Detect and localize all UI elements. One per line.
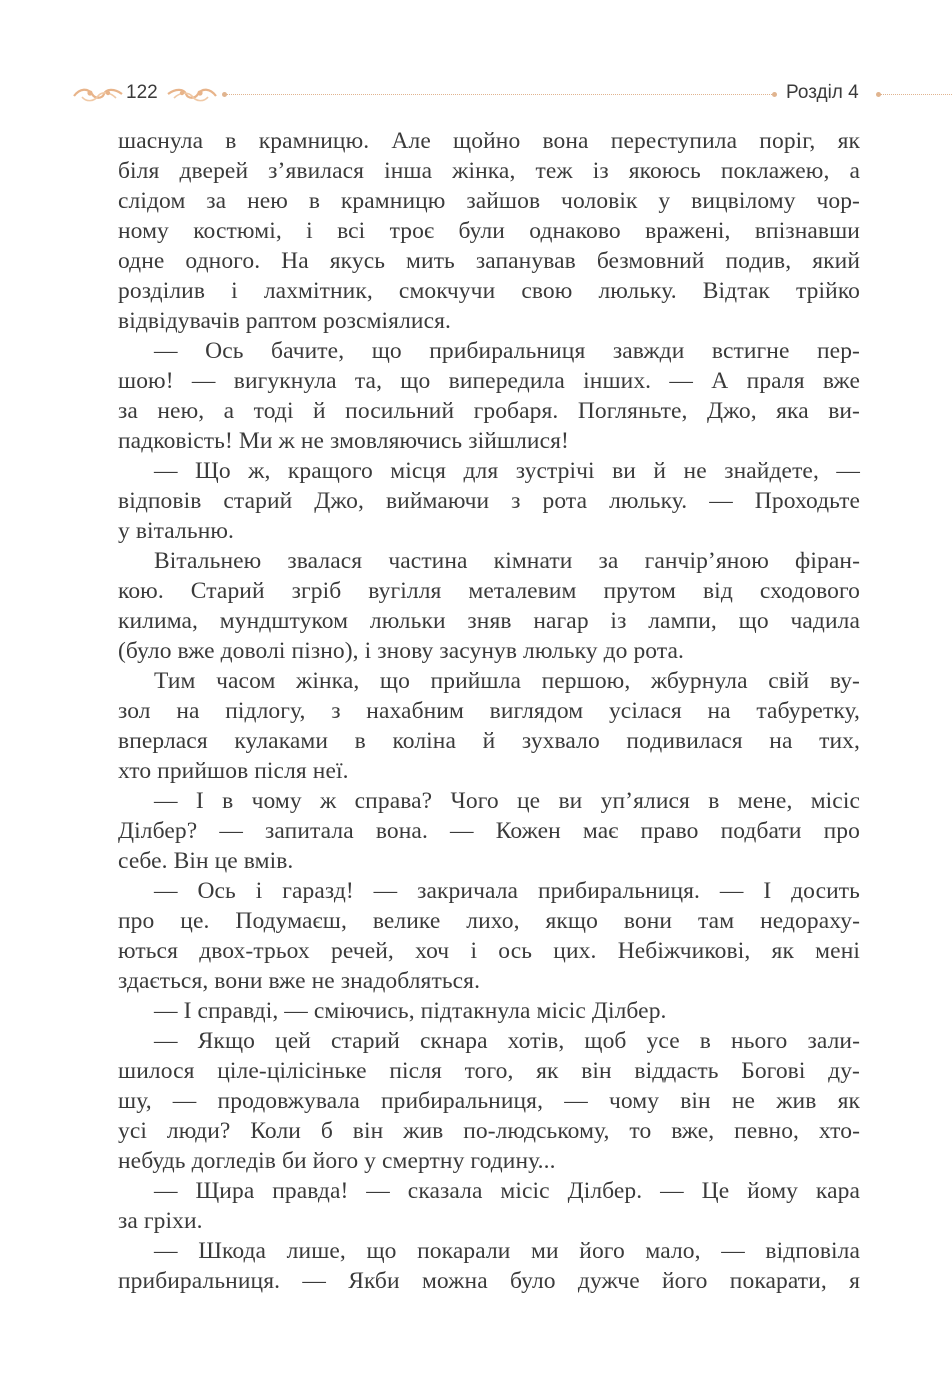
text-line: усі люди? Коли б він жив по-людському, то вже, певно, хто-	[118, 1118, 860, 1144]
text-line: Тим часом жінка, що прийшла першою, жбурнула свій ву-	[154, 668, 860, 694]
text-line: здається, вони вже не знадобляться.	[118, 968, 481, 994]
text-line: шаснула в крамницю. Але щойно вона переступила поріг, як	[118, 128, 860, 154]
text-line: — Ось бачите, що прибиральниця завжди встигне пер-	[154, 338, 860, 364]
text-line: — Ось і гаразд! — закричала прибиральниця. — І досить	[154, 878, 860, 904]
header-rule	[880, 94, 952, 95]
text-line: за гріхи.	[118, 1208, 203, 1234]
text-line: у вітальню.	[118, 518, 234, 544]
text-line: — І в чому ж справа? Чого це ви уп’ялися в мене, місіс	[154, 788, 860, 814]
text-line: кою. Старий згріб вугілля металевим прутом від сходового	[118, 578, 860, 604]
text-line: (було вже доволі пізно), і знову засунув люльку до рота.	[118, 638, 685, 664]
text-line: — Що ж, кращого місця для зустрічі ви й не знайдете, —	[154, 458, 860, 484]
text-line: — Шкода лише, що покарали ми його мало, — відповіла	[154, 1238, 860, 1264]
text-line: Ділбер? — запитала вона. — Кожен має право подбати про	[118, 818, 860, 844]
text-line: відвідувачів раптом розсміялися.	[118, 308, 452, 334]
body-text	[118, 126, 860, 1296]
text-line: — І справді, — сміючись, підтакнула місіс Ділбер.	[154, 998, 667, 1024]
text-line: розділив і лахмітник, смокчучи свою люльку. Відтак трійко	[118, 278, 860, 304]
text-line: — Щира правда! — сказала місіс Ділбер. — Це йому кара	[154, 1178, 860, 1204]
text-line: ються двох-трьох речей, хоч і ось цих. Небіжчикові, як мені	[118, 938, 860, 964]
rule-dot	[772, 92, 777, 97]
text-line: шою! — вигукнула та, що випередила інших. — А праля вже	[118, 368, 860, 394]
text-line: — Якщо цей старий скнара хотів, щоб усе в нього зали-	[154, 1028, 860, 1054]
text-line: прибиральниця. — Якби можна було дужче його покарати, я	[118, 1268, 860, 1294]
text-line: ному костюмі, і всі троє були однаково вражені, впізнавши	[118, 218, 860, 244]
chapter-title: Розділ 4	[786, 82, 859, 103]
text-line: падковість! Ми ж не змовляючись зійшлися!	[118, 428, 569, 454]
header-rule	[226, 94, 774, 95]
text-line: шу, — продовжувала прибиральниця, — чому він не жив як	[118, 1088, 860, 1114]
text-line: хто прийшов після неї.	[118, 758, 349, 784]
text-line: небудь догледів би його у смертну годину...	[118, 1148, 556, 1174]
page-header	[0, 78, 952, 112]
text-line: шилося ціле-цілісіньке після того, як він віддасть Богові ду-	[118, 1058, 860, 1084]
text-line: відповів старий Джо, виймаючи з рота люльку. — Проходьте	[118, 488, 860, 514]
text-line: Вітальнею звалася частина кімнати за ганчір’яною фіран-	[154, 548, 860, 574]
text-line: одне одного. На якусь мить запанував безмовний подив, який	[118, 248, 860, 274]
text-line: килима, мундштуком люльки зняв нагар із лампи, що чадила	[118, 608, 860, 634]
page-number: 122	[126, 82, 158, 103]
text-line: вперлася кулаками в коліна й зухвало подивилася на тих,	[118, 728, 860, 754]
text-line: слідом за нею в крамницю зайшов чоловік у вицвілому чор-	[118, 188, 860, 214]
text-line: біля дверей з’явилася інша жінка, теж із якоюсь поклажею, а	[118, 158, 860, 184]
text-line: себе. Він це вмів.	[118, 848, 294, 874]
text-line: зол на підлогу, з нахабним виглядом усілася на табуретку,	[118, 698, 860, 724]
left-ornament-icon	[72, 84, 124, 104]
text-line: про це. Подумаєш, велике лихо, якщо вони там недораху-	[118, 908, 860, 934]
text-line: за нею, а тоді й посильний гробаря. Погляньте, Джо, яка ви-	[118, 398, 860, 424]
right-ornament-icon	[166, 84, 218, 104]
